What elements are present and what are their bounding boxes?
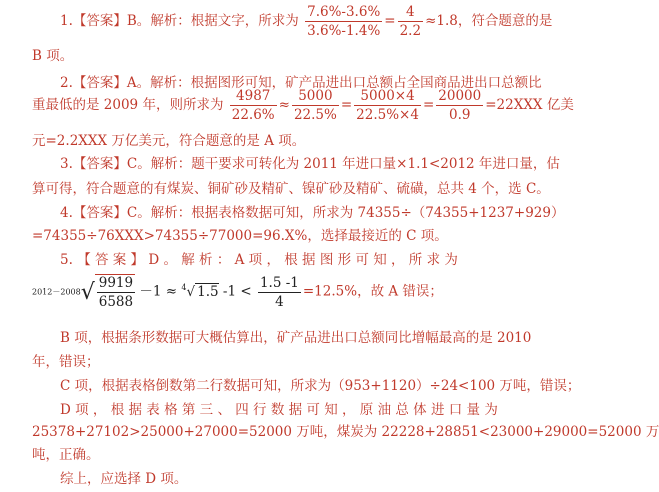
q1-equals: =	[384, 13, 396, 29]
q2-lead-2: 重最低的是 2009 年，则所求为	[32, 97, 224, 113]
q5-root: √ $\frac{9919}{6588}$	[80, 275, 134, 310]
q2-equals-1: =	[340, 97, 353, 113]
q2-number: 2.	[60, 75, 73, 91]
q4-answer-tag: 【答案】C。	[72, 205, 151, 221]
q1-f2-denominator: 2.2	[399, 23, 422, 39]
q1-answer-tag: 【答案】B。	[72, 13, 151, 29]
q1-line2: B 项。	[32, 48, 74, 64]
q5-text-1: 解 析 ： A 项 ， 根 据 图 形 可 知 ， 所 求 为	[181, 252, 458, 268]
q3-text-1: 解析：题干要求可转化为 2011 年进口量×1.1<2012 年进口量，估	[150, 156, 560, 172]
q5-fourth-root-value: 1.5	[197, 283, 219, 300]
q3-answer-tag: 【答案】C。	[72, 156, 151, 172]
q2-f3-denominator: 22.5%×4	[356, 107, 419, 123]
q2-fraction-2	[292, 88, 339, 123]
q1-number: 1.	[60, 13, 73, 29]
q5-formula-line	[32, 274, 443, 310]
q5-fourth-root: √ 1.5	[186, 283, 219, 300]
q2-fraction-4	[436, 88, 483, 123]
q4-number: 4.	[60, 205, 73, 221]
q1-f1-numerator: 7.6%-3.6%	[307, 4, 381, 20]
q2-fraction-3	[354, 88, 421, 123]
q5-minus-less: -1 <	[222, 283, 252, 300]
q2-f4-numerator: 20000	[438, 88, 482, 104]
q5-d-line2: 25378+27102>25000+27000=52000 万吨，煤炭为 22228+28851<23000+29000=52000 万	[32, 424, 659, 440]
q2-f1-denominator: 22.6%	[231, 107, 275, 123]
q5-fraction	[258, 275, 301, 310]
q3-number: 3.	[60, 156, 73, 172]
q2-approx: ≈	[278, 97, 290, 113]
q1-f1-denominator: 3.6%-1.4%	[307, 23, 381, 39]
q4-line1	[60, 201, 564, 221]
q2-f3-numerator: 5000×4	[354, 88, 421, 106]
q2-f4-denominator: 0.9	[449, 107, 471, 123]
q4-text-1: 解析：根据表格数据可知，所求为 74355÷（74355+1237+929）	[150, 205, 565, 221]
q2-line3: 元=2.2XXX 万亿美元，符合题意的是 A 项。	[32, 133, 306, 149]
q5-b-line2: 年，错误；	[32, 354, 100, 370]
q5-d-line3: 吨，正确。	[32, 447, 100, 463]
q5-f-numerator: 1.5 -1	[259, 274, 299, 291]
q2-equals-2: =	[422, 97, 435, 113]
q5-root-numerator: 9919	[98, 275, 134, 291]
q5-c-line: C 项，根据表格倒数第二行数据可知，所求为（953+1120）÷24<100 万吨，错误；	[60, 378, 581, 394]
q2-f1-numerator: 4987	[230, 88, 277, 106]
q5-conclusion: 综上，应选择 D 项。	[60, 471, 188, 487]
q5-number: 5.	[60, 252, 73, 268]
q2-line2	[32, 88, 574, 123]
q5-b-line1: B 项，根据条形数据可大概估算出，矿产品进出口总额同比增幅最高的是 2010	[60, 330, 532, 346]
q1-lead-text: 解析：根据文字，所求为	[150, 13, 299, 29]
q5-line1	[60, 248, 458, 268]
q1-fraction-1	[305, 4, 382, 39]
q5-minus-approx: －1 ≈	[139, 283, 178, 300]
q1-tail-text: ≈1.8，符合题意的是	[425, 13, 553, 29]
q2-text-1: 解析：根据图形可知，矿产品进出口总额占全国商品进出口总额比	[150, 75, 542, 91]
q1-line1	[60, 4, 552, 39]
q1-fraction-2	[398, 4, 423, 39]
q3-line2: 算可得，符合题意的有煤炭、铜矿砂及精矿、镍矿砂及精矿、硫磺，总共 4 个，选 C。	[32, 181, 550, 197]
q5-fourth-root-index: 4	[181, 283, 187, 292]
q5-root-index: 2012－2008	[32, 287, 81, 297]
q2-tail-2: =22XXX 亿美	[485, 97, 574, 113]
q2-f2-denominator: 22.5%	[293, 107, 337, 123]
q5-answer-tag: 【 答 案 】 D 。	[77, 252, 177, 268]
q2-fraction-1	[230, 88, 277, 123]
q5-tail: =12.5%，故 A 错误；	[302, 283, 443, 300]
q3-line1	[60, 152, 560, 172]
q1-f2-numerator: 4	[398, 4, 423, 22]
q5-d-line1: D 项 ， 根 据 表 格 第 三 、 四 行 数 据 可 知 ， 原 油 总 体 进 口 量 为	[60, 402, 498, 418]
q5-root-denominator: 6588	[98, 294, 134, 310]
q4-line2: =74355÷76XXX>74355÷77000=96.X%，选择最接近的 C 项。	[32, 228, 448, 244]
q2-f2-numerator: 5000	[292, 88, 339, 106]
q2-answer-tag: 【答案】A。	[72, 75, 151, 91]
q5-f-denominator: 4	[275, 293, 284, 310]
